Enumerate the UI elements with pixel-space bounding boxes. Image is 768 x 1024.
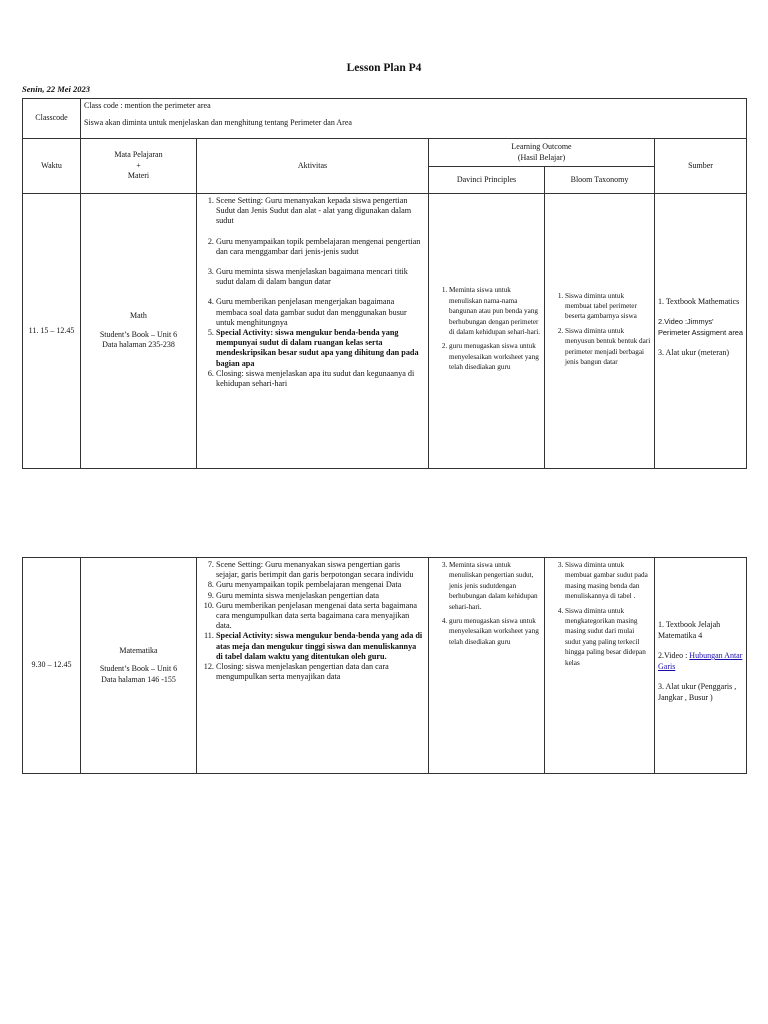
video-link-hubungan-antar-garis[interactable]: Hubungan Antar Garis (658, 651, 743, 671)
row1-subject: Math (130, 311, 147, 321)
row2-time: 9.30 – 12.45 (23, 558, 81, 774)
row1-data-pages: Data halaman 235-238 (102, 340, 175, 350)
list-item (216, 328, 425, 369)
row2-davinci-list (432, 560, 541, 647)
row2-sumber-video-prefix: 2.Video : (658, 651, 688, 660)
row1-sumber-textbook: 1. Textbook Mathematics (658, 296, 740, 306)
list-item: 4. Guru memberikan penjelasan mengerjakan bagaimana membaca soal data gambar sudut dan menggunakan busur untuk menghitungnya (216, 297, 425, 328)
row2-activities (197, 558, 429, 774)
row1-davinci (429, 194, 545, 469)
row1-bloom-list (548, 291, 651, 368)
row2-sumber-alat: 3. Alat ukur (Penggaris , Jangkar , Busur ) (658, 682, 737, 702)
row2-subject: Matematika (119, 645, 158, 655)
header-bloom: Bloom Taxonomy (545, 167, 655, 194)
row2-davinci (429, 558, 545, 774)
classcode-line-1: Class code : mention the perimeter area (84, 101, 211, 110)
row2-special-activity: Special Activity: siswa mengukur benda-benda yang ada di atas meja dan mengukur tinggi siswa dan menuliskannya di tabel dalam waktu yang ditentukan oleh guru. (216, 631, 423, 661)
row2-sumber-video (658, 650, 743, 672)
list-item: 2. Guru menyampaikan topik pembelajaran mengenai pengertian dan cara menggambar dari jenis-jenis sudut (216, 237, 425, 257)
row1-activity-list (200, 196, 425, 389)
header-sumber: Sumber (655, 139, 747, 194)
lesson-table-1 (22, 98, 747, 469)
list-item: 1. Scene Setting: Guru menanyakan kepada siswa pengertian Sudut dan Jenis Sudut dan alat - alat yang digunakan dalam sudut (216, 196, 425, 227)
row1-special-activity: Special Activity: siswa mengukur benda-benda yang mempunyai sudut di dalam ruangan kelas serta mendeskripsikan besar sudut apa yang dihitung dan pada bagian apa (216, 328, 419, 368)
page-title: Lesson Plan P4 (346, 62, 422, 74)
classcode-label: Classcode (23, 99, 81, 139)
row1-bloom (545, 194, 655, 469)
list-item: 8. Guru menyampaikan topik pembelajaran mengenai Data (216, 580, 425, 590)
row1-sumber (655, 194, 747, 469)
row1-book: Student’s Book – Unit 6 (99, 329, 178, 339)
row1-sumber-video: 2.Video :Jimmys' Perimeter Assigment area (658, 316, 744, 337)
row1-time: 11. 15 – 12.45 (23, 194, 81, 469)
row2-activity-list (200, 560, 425, 682)
list-item: 3. Meminta siswa untuk menuliskan pengertian sudut, jenis jenis sudutdengan berhubungan dalam kehidupan sehari-hari. (449, 560, 541, 612)
classcode-content (81, 99, 747, 139)
row2-subject-cell (81, 558, 197, 774)
row1-sumber-alat: 3. Alat ukur (meteran) (658, 347, 730, 357)
header-learning-outcome-label: Learning Outcome (511, 142, 572, 151)
list-item: 6. Closing: siswa menjelaskan apa itu sudut dan kegunaanya di kehidupan sehari-hari (216, 369, 425, 389)
row2-sumber (655, 558, 747, 774)
header-mata-pelajaran-label: Mata Pelajaran (114, 150, 163, 160)
row1-subject-cell (81, 194, 197, 469)
row2-bloom-list (548, 560, 651, 668)
classcode-line-2: Siswa akan diminta untuk menjelaskan dan menghitung tentang Perimeter dan Area (84, 117, 352, 127)
header-davinci: Davinci Principles (429, 167, 545, 194)
row1-davinci-list (432, 285, 541, 372)
list-item: 4. Siswa diminta untuk mengkategorikan masing masing sudut dari mulai sudut yang paling terkecil hingga paling besar didepan kelas (565, 606, 651, 668)
header-hasil-belajar: (Hasil Belajar) (517, 152, 566, 162)
list-item: 1. Siswa diminta untuk membuat tabel perimeter beserta gambarnya siswa (565, 291, 651, 322)
list-item: 3. Guru meminta siswa menjelaskan bagaimana mencari titik sudut dalam di dalam bangun datar (216, 267, 425, 287)
list-item: 2. Siswa diminta untuk menyusun bentuk bentuk dari perimeter menjadi berbagai jenis bangun datar (565, 326, 651, 368)
list-item: 7. Scene Setting: Guru menanyakan siswa pengertian garis sejajar, garis berimpit dan garis berpotongan secara individu (216, 560, 425, 580)
list-item (216, 631, 425, 662)
row2-data-pages: Data halaman 146 -155 (101, 674, 176, 684)
list-item: 1. Meminta siswa untuk menuliskan nama-nama bangunan atau pun benda yang berhubungan dengan perimeter di dalam kehidupan sehari-hari. (449, 285, 541, 337)
header-waktu: Waktu (23, 139, 81, 194)
header-aktivitas: Aktivitas (197, 139, 429, 194)
row1-activities (197, 194, 429, 469)
list-item: 12. Closing: siswa menjelaskan pengertian data dan cara mengumpulkan serta menyajikan data (216, 662, 425, 682)
header-plus: + (136, 160, 141, 170)
list-item: 10. Guru memberikan penjelasan mengenai data serta bagaimana cara mengumpulkan data serta bagaimana cara menyajikan data. (216, 601, 425, 632)
header-mata-pelajaran (81, 139, 197, 194)
lesson-table-2 (22, 557, 747, 774)
lesson-date: Senin, 22 Mei 2023 (22, 84, 91, 94)
list-item: 9. Guru meminta siswa menjelaskan pengertian data (216, 591, 425, 601)
row2-book: Student’s Book – Unit 6 (99, 664, 178, 674)
list-item: 4. guru menugaskan siswa untuk menyelesaikan worksheet yang telah disediakan guru (449, 616, 541, 647)
header-materi: Materi (127, 171, 150, 181)
list-item: 3. Siswa diminta untuk membuat gambar sudut pada masing masing benda dan menuliskannya di tabel . (565, 560, 651, 602)
list-item: 2. guru menugaskan siswa untuk menyelesaikan worksheet yang telah disediakan guru (449, 341, 541, 372)
row2-sumber-textbook: 1. Textbook Jelajah Matematika 4 (658, 620, 721, 640)
row2-bloom (545, 558, 655, 774)
header-learning-outcome (429, 139, 655, 167)
